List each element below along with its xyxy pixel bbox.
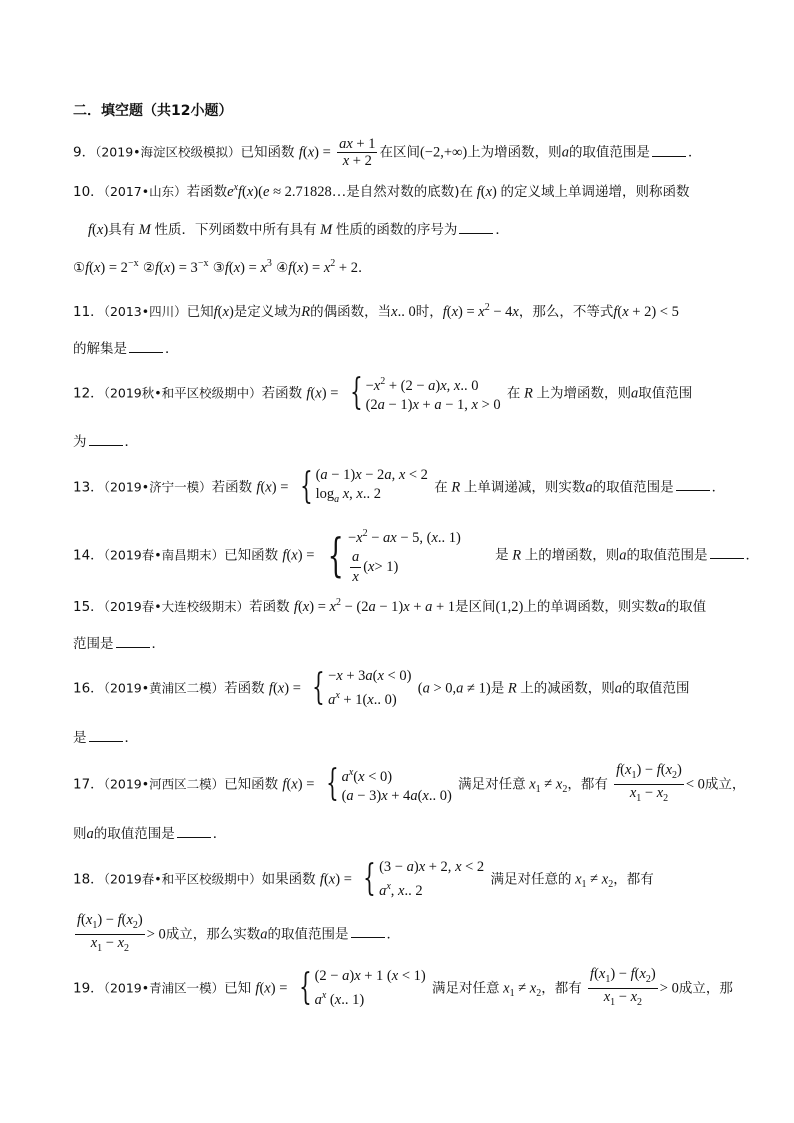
problem-12-cont: 为 ． bbox=[73, 434, 138, 450]
problem-16: 16．（2019•黄浦区二模）若函数 f(x) = { −x + 3a(x < 0) $a^x + 1(x$.. 0) (a > 0,a ≠ 1)是 R 上的减函数，则a的取值范围 bbox=[73, 667, 690, 709]
answer-blank bbox=[459, 221, 493, 234]
answer-blank bbox=[351, 925, 385, 938]
problem-16-cont: 是 ． bbox=[73, 730, 138, 746]
section-title: 二．填空题（共12小题） bbox=[73, 103, 233, 119]
problem-11: 11．（2013•四川）已知f(x)是定义域为R的偶函数，当x.. 0时，$f(x) = x^2 - 4x$，那么，不等式f(x + 2) < 5 bbox=[73, 302, 679, 320]
problem-17-cont: 则a的取值范围是 ． bbox=[73, 826, 227, 842]
answer-blank bbox=[652, 144, 686, 157]
problem-19: 19．（2019•青浦区一模）已知 f(x) = { (2 − a)x + 1 (x < 1) $a^x$ (x.. 1) 满足对任意 $x_1 \ne x_2$，都有 $\frac{f(x_1) - f(x_2)}{x_1 - x_2}$ > 0成立，那 bbox=[73, 966, 733, 1009]
answer-blank bbox=[116, 635, 150, 648]
problem-15-cont: 范围是 ． bbox=[73, 636, 165, 652]
problem-15: 15．（2019春•大连校级期末）若函数 $f(x) = x^2 - (2a - 1)x + a + 1$是区间(1,2)上的单调函数，则实数a的取值 bbox=[73, 597, 707, 615]
problem-14: 14．（2019春•南昌期末）已知函数 f(x) = { $-x^2$ − ax − 5, (x.. 1) $\frac{a}{x}$ ( x > 1) 是 R 上的增函数，则a的取值范围是 ． bbox=[73, 528, 760, 585]
answer-blank bbox=[177, 825, 211, 838]
problem-10-options: ①f(x) = $2^{-x}$ ②f(x) = $3^{-x}$ ③f(x) = $x^3$ ④f(x) = $x^2 + 2$． bbox=[73, 258, 372, 276]
answer-blank bbox=[129, 340, 163, 353]
problem-17: 17．（2019•河西区二模）已知函数 f(x) = { $a^x(x < 0)$ (a − 3)x + 4a(x.. 0) 满足对任意 $x_1 \ne x_2$，都有 $\frac{f(x_1) - f(x_2)}{x_1 - x_2}$ < 0成立， bbox=[73, 762, 746, 805]
problem-9: 9．（2019•海淀区校级模拟）已知函数 f(x) = $\frac{ax + 1}{x + 2}$ 在区间(−2,+∞)上为增函数，则a的取值范围是 ． bbox=[73, 136, 702, 169]
answer-blank bbox=[710, 546, 744, 559]
answer-blank bbox=[89, 433, 123, 446]
problem-13: 13．（2019•济宁一模）若函数 f(x) = { (a − 1)x − 2a, x < 2 $\log_a x$, x.. 2 在 R 上单调递减，则实数a的取值范围是 ． bbox=[73, 466, 726, 508]
problem-10-cont: f(x)具有 M 性质．下列函数中所有具有 M 性质的函数的序号为 ． bbox=[88, 222, 509, 238]
problem-11-cont: 的解集是 ． bbox=[73, 341, 179, 357]
problem-18: 18．（2019春•和平区校级期中）如果函数 f(x) = { (3 − a)x + 2, x < 2 $a^x$, x.. 2 满足对任意的 $x_1 \ne x_2$，都有 bbox=[73, 858, 654, 900]
problem-12: 12．（2019秋•和平区校级期中）若函数 f(x) = { $-x^2 + (2 - a)x$, x.. 0 (2a − 1)x + a − 1, x > 0 在 R 上为增函数，则a取值范围 bbox=[73, 372, 693, 414]
answer-blank bbox=[89, 729, 123, 742]
problem-10: 10．（2017•山东）若函数$e^xf(x)(e$ ≈ 2.71828…是自然对数的底数)在 f(x) 的定义域上单调递增，则称函数 bbox=[73, 182, 690, 200]
answer-blank bbox=[676, 478, 710, 491]
problem-18-cont: $\frac{f(x_1) - f(x_2)}{x_1 - x_2}$ > 0成立，那么实数a的取值范围是 ． bbox=[77, 912, 401, 954]
